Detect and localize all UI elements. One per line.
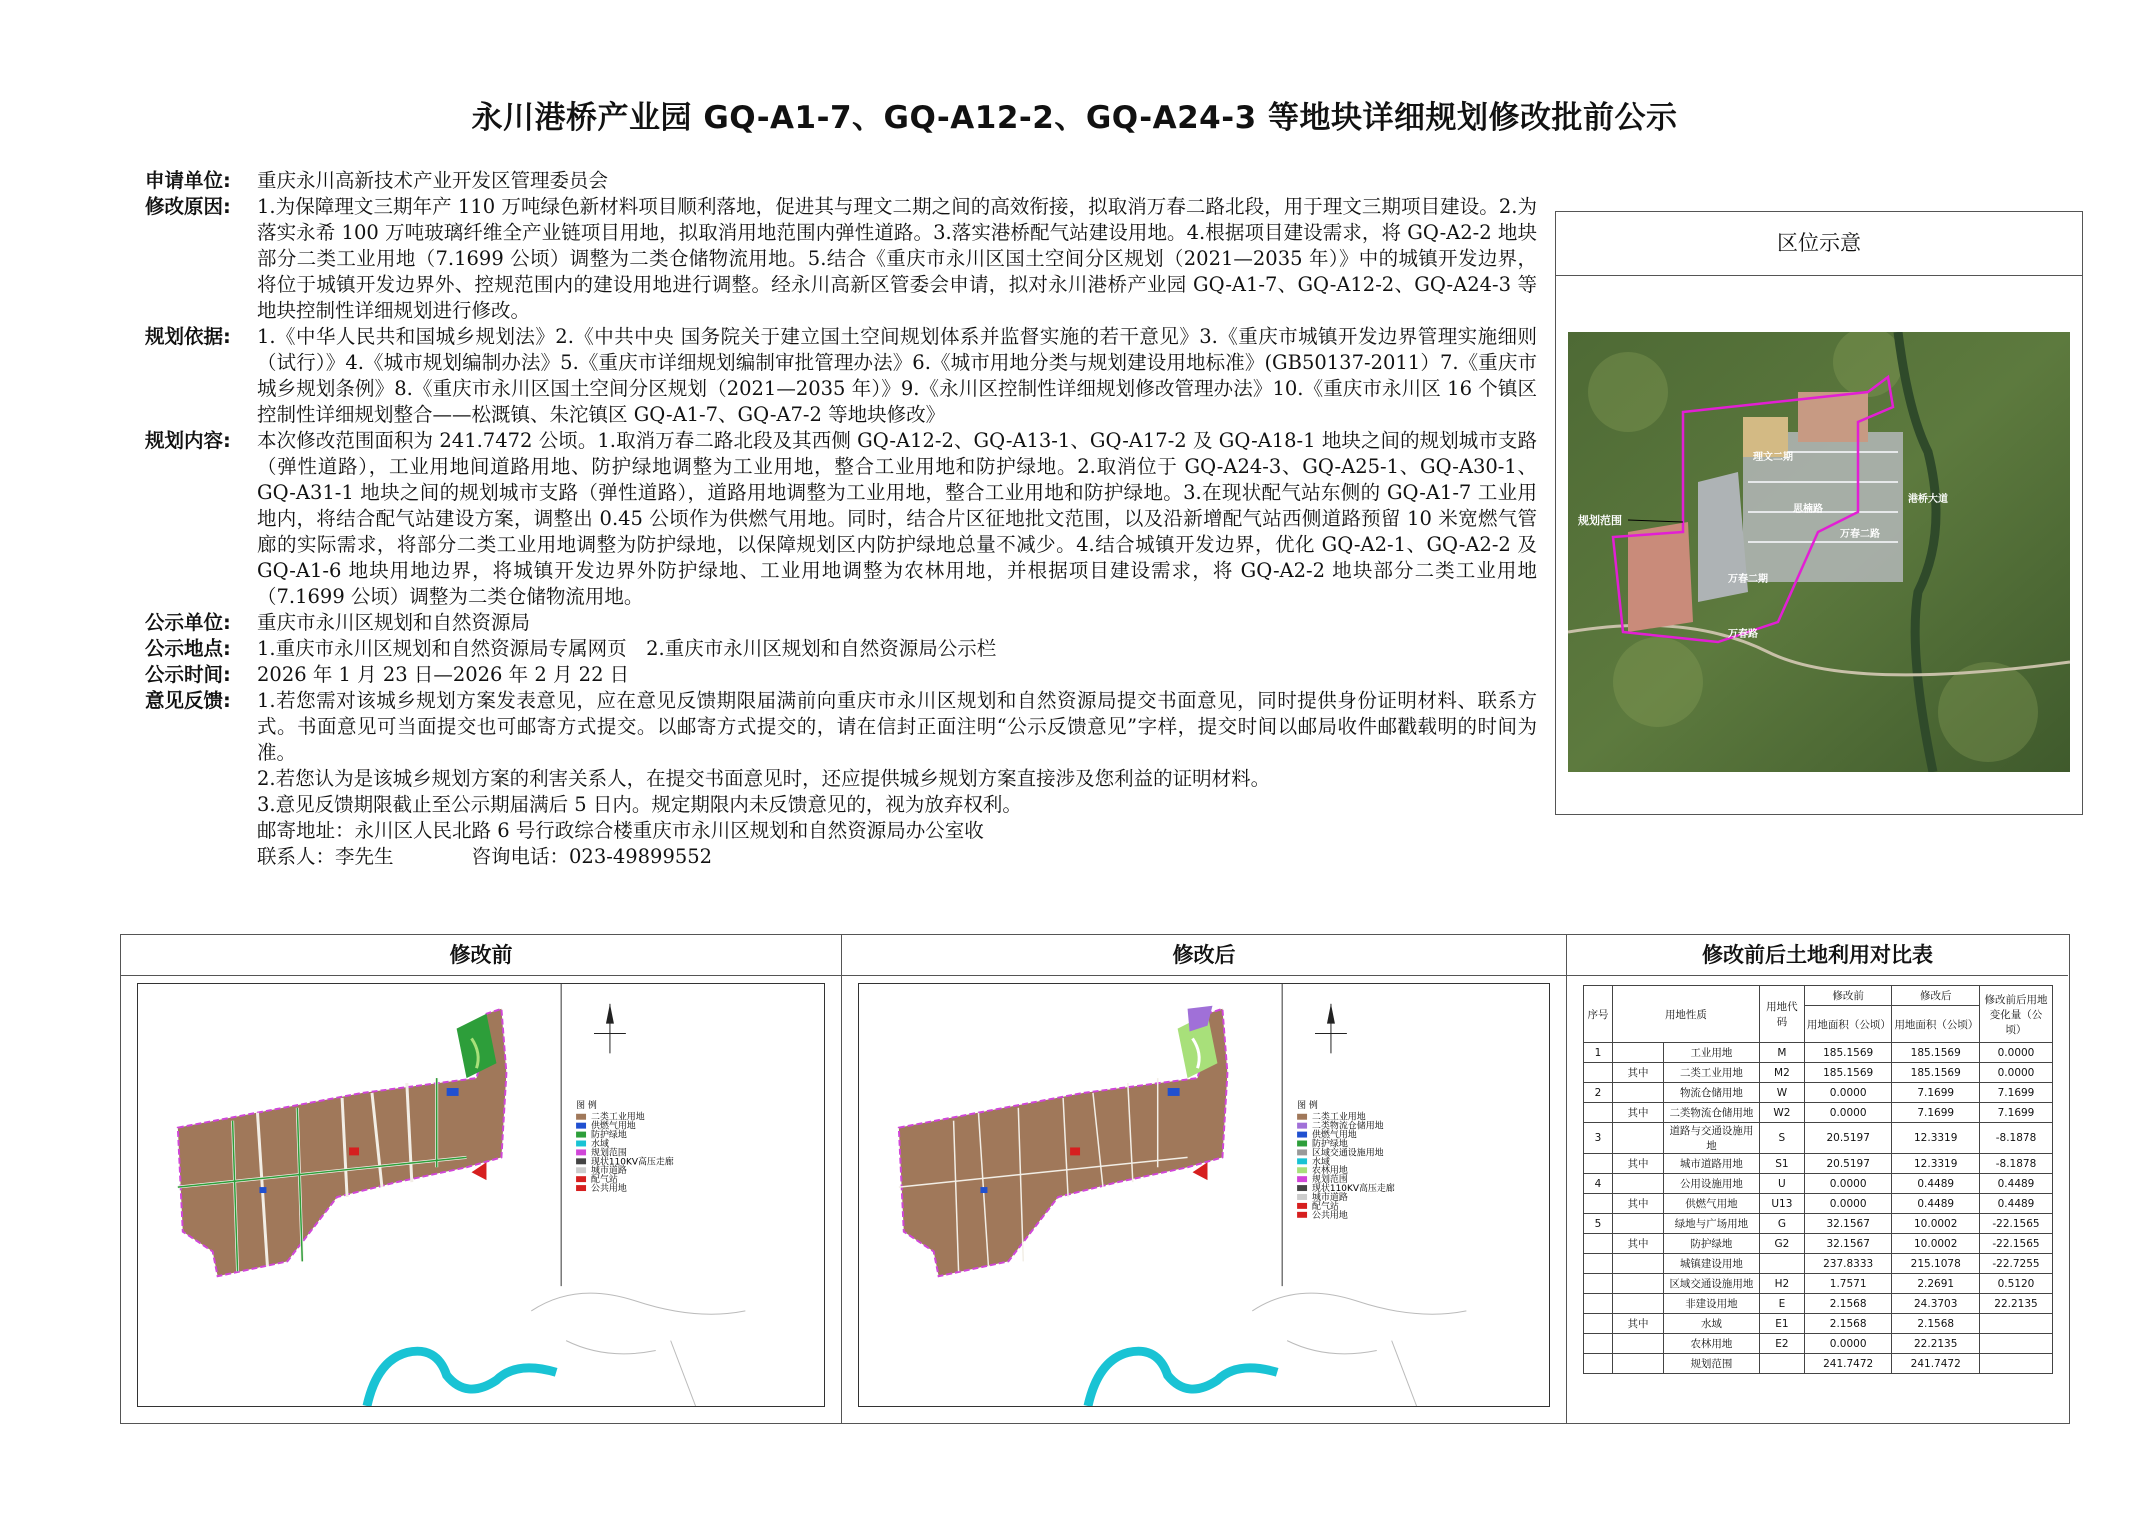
gas-site [259, 1187, 266, 1193]
liwen-label: 理文二期 [1753, 452, 1793, 463]
table-row [1584, 1043, 2053, 1063]
table-cell: 7.1699 [1892, 1103, 1980, 1123]
legend-label: 现状110KV高压走廊 [591, 1157, 674, 1168]
page-title: 永川港桥产业园 GQ-A1-7、GQ-A12-2、GQ-A24-3 等地块详细规划修改批前公示 [471, 100, 1678, 136]
legend-swatch [576, 1185, 586, 1191]
th-after: 修改后 [1892, 986, 1980, 1006]
info-row [145, 610, 1537, 636]
table-cell: W [1759, 1083, 1804, 1103]
legend-label: 区域交通设施用地 [1312, 1148, 1384, 1159]
before-title: 修改前 [121, 935, 841, 976]
table-cell [1613, 1214, 1664, 1234]
legend-label: 城市道路 [591, 1166, 627, 1177]
legend-swatch [1297, 1158, 1307, 1164]
table-cell [1613, 1174, 1664, 1194]
table-cell: 规划范围 [1664, 1354, 1760, 1374]
info-text: 本次修改范围面积为 241.7472 公顷。1.取消万春二路北段及其西侧 GQ-A12-2、GQ-A13-1、GQ-A17-2 及 GQ-A18-1 地块之间的规划城市支路（弹性道路），工业用地间道路用地、防护绿地调整为工业用地，整合工业用地和防护绿地。2.取消位于 GQ-A24-3、GQ-A25-1、GQ-A30-1、GQ-A31-1 地块之间的规划城市支路（弹性道路），道路用地调整为工业用地，整合工业用地和防护绿地。3.在现状配气站东侧的 GQ-A1-7 工业用地内，将结合配气站建设方案，调整出 0.45 公顷作为供燃气用地。同时，结合片区征地批文范围，以及沿新增配气站西侧道路预留 10 米宽燃气管廊的实际需求，将部分二类工业用地调整为防护绿地，以保障规划区内防护绿地总量不减少。4.结合城镇开发边界，优化 GQ-A2-1、GQ-A2-2 及 GQ-A1-6 地块用地边界，将城镇开发边界外防护绿地、工业用地调整为农林用地，并根据项目建设需求，将 GQ-A2-2 地块部分二类工业用地（7.1699 公顷）调整为二类仓储物流用地。 [257, 429, 1537, 608]
table-cell: -8.1878 [1980, 1154, 2053, 1174]
table-cell: 7.1699 [1980, 1083, 2053, 1103]
table-cell [1584, 1154, 1613, 1174]
legend-swatch [1297, 1149, 1307, 1155]
table-cell [1584, 1234, 1613, 1254]
legend-swatch [576, 1123, 586, 1129]
feedback-line: 3.意见反馈期限截止至公示期届满后 5 日内。规定期限内未反馈意见的，视为放弃权利。 [257, 793, 1022, 816]
table-cell: 185.1569 [1804, 1043, 1892, 1063]
after-panel [842, 935, 1567, 1423]
table-cell: -22.1565 [1980, 1234, 2053, 1254]
sinan-road-label: 思楠路 [1793, 504, 1823, 515]
contact-phone: 咨询电话：023-49899552 [471, 845, 713, 868]
info-label: 公示单位: [145, 611, 231, 634]
table-cell: 215.1078 [1892, 1254, 1980, 1274]
table-cell: 其中 [1613, 1154, 1664, 1174]
info-text: 1.《中华人民共和国城乡规划法》2.《中共中央 国务院关于建立国土空间规划体系并监督实施的若干意见》3.《重庆市城镇开发边界管理实施细则（试行）》4.《城市规划编制办法》5.《重庆市详细规划编制审批管理办法》6.《城市用地分类与规划建设用地标准》(GB50137-2011）7.《重庆市城乡规划条例》8.《重庆市永川区国土空间分区规划（2021—2035 年）》9.《永川区控制性详细规划修改管理办法》10.《重庆市永川区 16 个镇区控制性详细规划整合——松溉镇、朱沱镇区 GQ-A1-7、GQ-A7-2 等地块修改》 [257, 325, 1537, 426]
table-cell: 绿地与广场用地 [1664, 1214, 1760, 1234]
legend-label: 二类物流仓储用地 [1312, 1121, 1384, 1132]
legend-label: 规划范围 [591, 1148, 627, 1159]
table-cell: 241.7472 [1804, 1354, 1892, 1374]
legend-swatch [1297, 1212, 1307, 1218]
industrial-area [899, 1009, 1228, 1276]
table-cell: 防护绿地 [1664, 1234, 1760, 1254]
table-row [1584, 1274, 2053, 1294]
contact-person: 联系人：李先生 [257, 845, 394, 868]
table-cell: 12.3319 [1892, 1123, 1980, 1154]
legend-label: 供燃气用地 [1312, 1130, 1357, 1141]
table-cell: M [1759, 1043, 1804, 1063]
table-cell: 24.3703 [1892, 1294, 1980, 1314]
table-cell: S1 [1759, 1154, 1804, 1174]
table-cell: 农林用地 [1664, 1334, 1760, 1354]
legend-swatch [1297, 1167, 1307, 1173]
legend-swatch [576, 1132, 586, 1138]
table-cell: G2 [1759, 1234, 1804, 1254]
legend-label: 公共用地 [591, 1184, 627, 1195]
legend-swatch [576, 1114, 586, 1120]
legend-label: 配气站 [1312, 1201, 1339, 1212]
table-row [1584, 1174, 2053, 1194]
info-row [145, 168, 1537, 194]
table-cell: G [1759, 1214, 1804, 1234]
legend-swatch [1297, 1194, 1307, 1200]
legend-swatch [1297, 1203, 1307, 1209]
info-label: 意见反馈: [145, 689, 231, 712]
legend-swatch [1297, 1141, 1307, 1147]
legend-label: 农林用地 [1312, 1166, 1348, 1177]
th-code: 用地代码 [1759, 986, 1804, 1043]
info-text: 重庆永川高新技术产业开发区管理委员会 [257, 169, 609, 192]
table-row [1584, 1334, 2053, 1354]
location-title: 区位示意 [1556, 212, 2082, 276]
table-cell: 2.1568 [1804, 1314, 1892, 1334]
legend-label: 水域 [1312, 1157, 1330, 1168]
table-row [1584, 1314, 2053, 1334]
table-cell: 道路与交通设施用地 [1664, 1123, 1760, 1154]
table-cell: 0.0000 [1804, 1194, 1892, 1214]
info-row [145, 324, 1537, 428]
before-map [137, 983, 825, 1407]
table-cell: 185.1569 [1892, 1043, 1980, 1063]
info-row [145, 428, 1537, 610]
th-area-before: 用地面积（公顷） [1804, 1006, 1892, 1043]
road-line [1287, 1341, 1377, 1354]
gas-depot [349, 1147, 359, 1155]
table-cell: 20.5197 [1804, 1123, 1892, 1154]
info-text: 1.若您需对该城乡规划方案发表意见，应在意见反馈期限届满前向重庆市永川区规划和自然资源局提交书面意见，同时提供身份证明材料、联系方式。书面意见可当面提交也可邮寄方式提交。以邮寄方式提交的，请在信封正面注明“公示反馈意见”字样，提交时间以邮局收件邮戳载明的时间为准。 [257, 689, 1537, 764]
info-row [145, 662, 1537, 688]
table-cell [1584, 1274, 1613, 1294]
table-cell: 0.0000 [1804, 1334, 1892, 1354]
table-cell [1613, 1083, 1664, 1103]
table-cell: 20.5197 [1804, 1154, 1892, 1174]
table-cell: 4 [1584, 1174, 1613, 1194]
table-cell [1584, 1354, 1613, 1374]
table-cell: E1 [1759, 1314, 1804, 1334]
table-cell: 二类工业用地 [1664, 1063, 1760, 1083]
table-cell: M2 [1759, 1063, 1804, 1083]
info-label: 规划依据: [145, 325, 231, 348]
table-cell [1584, 1294, 1613, 1314]
th-area-after: 用地面积（公顷） [1892, 1006, 1980, 1043]
table-cell: -8.1878 [1980, 1123, 2053, 1154]
table-cell: H2 [1759, 1274, 1804, 1294]
legend-label: 二类工业用地 [591, 1112, 645, 1123]
table-cell: U [1759, 1174, 1804, 1194]
table-cell: 城市道路用地 [1664, 1154, 1760, 1174]
table-cell: W2 [1759, 1103, 1804, 1123]
gas-station [447, 1088, 459, 1096]
legend-title: 图 例 [1297, 1100, 1318, 1111]
table-cell [1759, 1354, 1804, 1374]
table-row [1584, 1154, 2053, 1174]
table-row [1584, 1083, 2053, 1103]
legend-label: 二类工业用地 [1312, 1112, 1366, 1123]
legend-label: 防护绿地 [1312, 1139, 1348, 1150]
table-row [1584, 1214, 2053, 1234]
industrial-area [178, 1009, 507, 1276]
after-title: 修改后 [842, 935, 1566, 976]
gas-station [1168, 1088, 1180, 1096]
legend-label: 水域 [591, 1139, 609, 1150]
legend-label: 供燃气用地 [591, 1121, 636, 1132]
table-cell [1613, 1274, 1664, 1294]
table-cell: 12.3319 [1892, 1154, 1980, 1174]
satellite-image [1568, 332, 2070, 772]
legend-swatch [1297, 1114, 1307, 1120]
table-cell: 2.1568 [1892, 1314, 1980, 1334]
table-cell: 32.1567 [1804, 1214, 1892, 1234]
legend-label: 公共用地 [1312, 1210, 1348, 1221]
legend-label: 防护绿地 [591, 1130, 627, 1141]
table-cell: 2.2691 [1892, 1274, 1980, 1294]
table-cell: E [1759, 1294, 1804, 1314]
gangqiao-avenue-label: 港桥大道 [1908, 494, 1948, 505]
table-cell: 非建设用地 [1664, 1294, 1760, 1314]
legend-label: 城市道路 [1312, 1192, 1348, 1203]
table-cell: 工业用地 [1664, 1043, 1760, 1063]
table-cell [1613, 1354, 1664, 1374]
river [367, 1351, 556, 1406]
legend-swatch [1297, 1185, 1307, 1191]
th-change: 修改前后用地变化量（公顷） [1980, 986, 2053, 1043]
table-row [1584, 1254, 2053, 1274]
road-line [1392, 1341, 1417, 1406]
table-cell: 2 [1584, 1083, 1613, 1103]
table-cell [1584, 1194, 1613, 1214]
table-cell: 城镇建设用地 [1664, 1254, 1760, 1274]
th-name: 用地性质 [1613, 986, 1760, 1043]
table-row [1584, 1354, 2053, 1374]
table-row [1584, 1063, 2053, 1083]
table-cell: 其中 [1613, 1063, 1664, 1083]
info-row [145, 688, 1537, 766]
table-cell: 0.0000 [1804, 1083, 1892, 1103]
table-cell: 0.0000 [1804, 1103, 1892, 1123]
table-cell [1613, 1334, 1664, 1354]
legend-swatch [1297, 1123, 1307, 1129]
table-cell: 0.4489 [1980, 1174, 2053, 1194]
river [1088, 1351, 1277, 1406]
info-label: 规划内容: [145, 429, 231, 452]
table-cell: 22.2135 [1892, 1334, 1980, 1354]
table-cell: 物流仓储用地 [1664, 1083, 1760, 1103]
legend-label: 规划范围 [1312, 1175, 1348, 1186]
table-cell: E2 [1759, 1334, 1804, 1354]
legend-swatch [576, 1167, 586, 1173]
before-panel [121, 935, 842, 1423]
road-line [1252, 1293, 1466, 1314]
table-cell [1584, 1314, 1613, 1334]
feedback-line: 2.若您认为是该城乡规划方案的利害关系人，在提交书面意见时，还应提供城乡规划方案直接涉及您利益的证明材料。 [257, 767, 1271, 790]
table-row [1584, 1103, 2053, 1123]
table-row [1584, 1123, 2053, 1154]
table-cell: 其中 [1613, 1194, 1664, 1214]
after-map [858, 983, 1550, 1407]
legend-swatch [576, 1141, 586, 1147]
table-cell: 二类物流仓储用地 [1664, 1103, 1760, 1123]
table-cell [1613, 1294, 1664, 1314]
legend-swatch [1297, 1132, 1307, 1138]
feedback-line: 邮寄地址：永川区人民北路 6 号行政综合楼重庆市永川区规划和自然资源局办公室收 [257, 819, 984, 842]
info-row [145, 636, 1537, 662]
table-cell: 185.1569 [1804, 1063, 1892, 1083]
table-cell: 公用设施用地 [1664, 1174, 1760, 1194]
table-cell [1613, 1043, 1664, 1063]
land-use-table [1583, 985, 2053, 1374]
table-cell: 0.0000 [1980, 1063, 2053, 1083]
legend-swatch [576, 1158, 586, 1164]
table-cell: 5 [1584, 1214, 1613, 1234]
road-line [671, 1341, 696, 1406]
table-cell: 7.1699 [1892, 1083, 1980, 1103]
table-cell: U13 [1759, 1194, 1804, 1214]
scope-label: 规划范围 [1578, 514, 1622, 527]
table-cell: 1 [1584, 1043, 1613, 1063]
table-cell: 10.0002 [1892, 1234, 1980, 1254]
legend-swatch [576, 1176, 586, 1182]
wanchun-road-label: 万春路 [1728, 629, 1758, 640]
table-cell: 0.0000 [1804, 1174, 1892, 1194]
table-cell: 7.1699 [1980, 1103, 2053, 1123]
comparison-area [120, 934, 2070, 1424]
table-cell [1613, 1123, 1664, 1154]
table-cell: S [1759, 1123, 1804, 1154]
table-cell [1980, 1354, 2053, 1374]
table-cell [1613, 1254, 1664, 1274]
legend-swatch [1297, 1176, 1307, 1182]
info-row [145, 194, 1537, 324]
compare-panel [1567, 935, 2068, 1423]
table-cell [1980, 1334, 2053, 1354]
legend-swatch [576, 1149, 586, 1155]
table-cell: 供燃气用地 [1664, 1194, 1760, 1214]
announcement-body [145, 168, 1537, 870]
info-label: 公示时间: [145, 663, 231, 686]
legend-title: 图 例 [576, 1100, 597, 1111]
table-cell: 10.0002 [1892, 1214, 1980, 1234]
table-cell: 3 [1584, 1123, 1613, 1154]
info-text: 重庆市永川区规划和自然资源局 [257, 611, 531, 634]
legend-label: 现状110KV高压走廊 [1312, 1184, 1395, 1195]
table-cell: 32.1567 [1804, 1234, 1892, 1254]
wanchun2-road-label: 万春二路 [1840, 529, 1880, 540]
table-cell [1759, 1254, 1804, 1274]
table-cell: 其中 [1613, 1103, 1664, 1123]
table-cell: 其中 [1613, 1314, 1664, 1334]
table-cell: 0.4489 [1980, 1194, 2053, 1214]
location-panel [1555, 211, 2083, 815]
info-text: 2026 年 1 月 23 日—2026 年 2 月 22 日 [257, 663, 630, 686]
info-text: 1.为保障理文三期年产 110 万吨绿色新材料项目顺利落地，促进其与理文二期之间的高效衔接，拟取消万春二路北段，用于理文三期项目建设。2.为落实永希 100 万吨玻璃纤维全产业链项目用地，拟取消用地范围内弹性道路。3.落实港桥配气站建设用地。4.根据项目建设需求，将 GQ-A2-2 地块部分二类工业用地（7.1699 公顷）调整为二类仓储物流用地。5.结合《重庆市永川区国土空间分区规划（2021—2035 年）》中的城镇开发边界，将位于城镇开发边界外、控规范围内的建设用地进行调整。经永川高新区管委会申请，拟对永川港桥产业园 GQ-A1-7、GQ-A12-2、GQ-A24-3 等地块控制性详细规划进行修改。 [257, 195, 1537, 322]
info-label: 修改原因: [145, 195, 231, 218]
table-cell: 241.7472 [1892, 1354, 1980, 1374]
road-line [566, 1341, 656, 1354]
table-cell: -22.7255 [1980, 1254, 2053, 1274]
table-cell [1584, 1063, 1613, 1083]
road-line [531, 1293, 745, 1314]
th-no: 序号 [1584, 986, 1613, 1043]
table-cell: 0.4489 [1892, 1174, 1980, 1194]
table-cell: 0.5120 [1980, 1274, 2053, 1294]
info-label: 申请单位: [145, 169, 231, 192]
table-row [1584, 1194, 2053, 1214]
contact-line [145, 844, 1537, 870]
table-cell: 水域 [1664, 1314, 1760, 1334]
table-cell [1584, 1103, 1613, 1123]
table-cell: 185.1569 [1892, 1063, 1980, 1083]
info-label: 公示地点: [145, 637, 231, 660]
table-cell: 区域交通设施用地 [1664, 1274, 1760, 1294]
info-text: 1.重庆市永川区规划和自然资源局专属网页 2.重庆市永川区规划和自然资源局公示栏 [257, 637, 997, 660]
table-cell [1584, 1334, 1613, 1354]
table-cell: 0.4489 [1892, 1194, 1980, 1214]
table-cell: -22.1565 [1980, 1214, 2053, 1234]
table-cell: 1.7571 [1804, 1274, 1892, 1294]
table-row [1584, 1294, 2053, 1314]
legend-label: 配气站 [591, 1175, 618, 1186]
table-cell: 0.0000 [1980, 1043, 2053, 1063]
table-cell: 22.2135 [1980, 1294, 2053, 1314]
gas-depot [1070, 1147, 1080, 1155]
table-cell: 其中 [1613, 1234, 1664, 1254]
th-before: 修改前 [1804, 986, 1892, 1006]
wanchun2-phase-label: 万春二期 [1728, 574, 1768, 585]
table-cell [1980, 1314, 2053, 1334]
table-row [1584, 1234, 2053, 1254]
table-cell: 2.1568 [1804, 1294, 1892, 1314]
compare-title: 修改前后土地利用对比表 [1567, 935, 2068, 976]
table-cell [1584, 1254, 1613, 1274]
table-cell: 237.8333 [1804, 1254, 1892, 1274]
gas-site [980, 1187, 987, 1193]
